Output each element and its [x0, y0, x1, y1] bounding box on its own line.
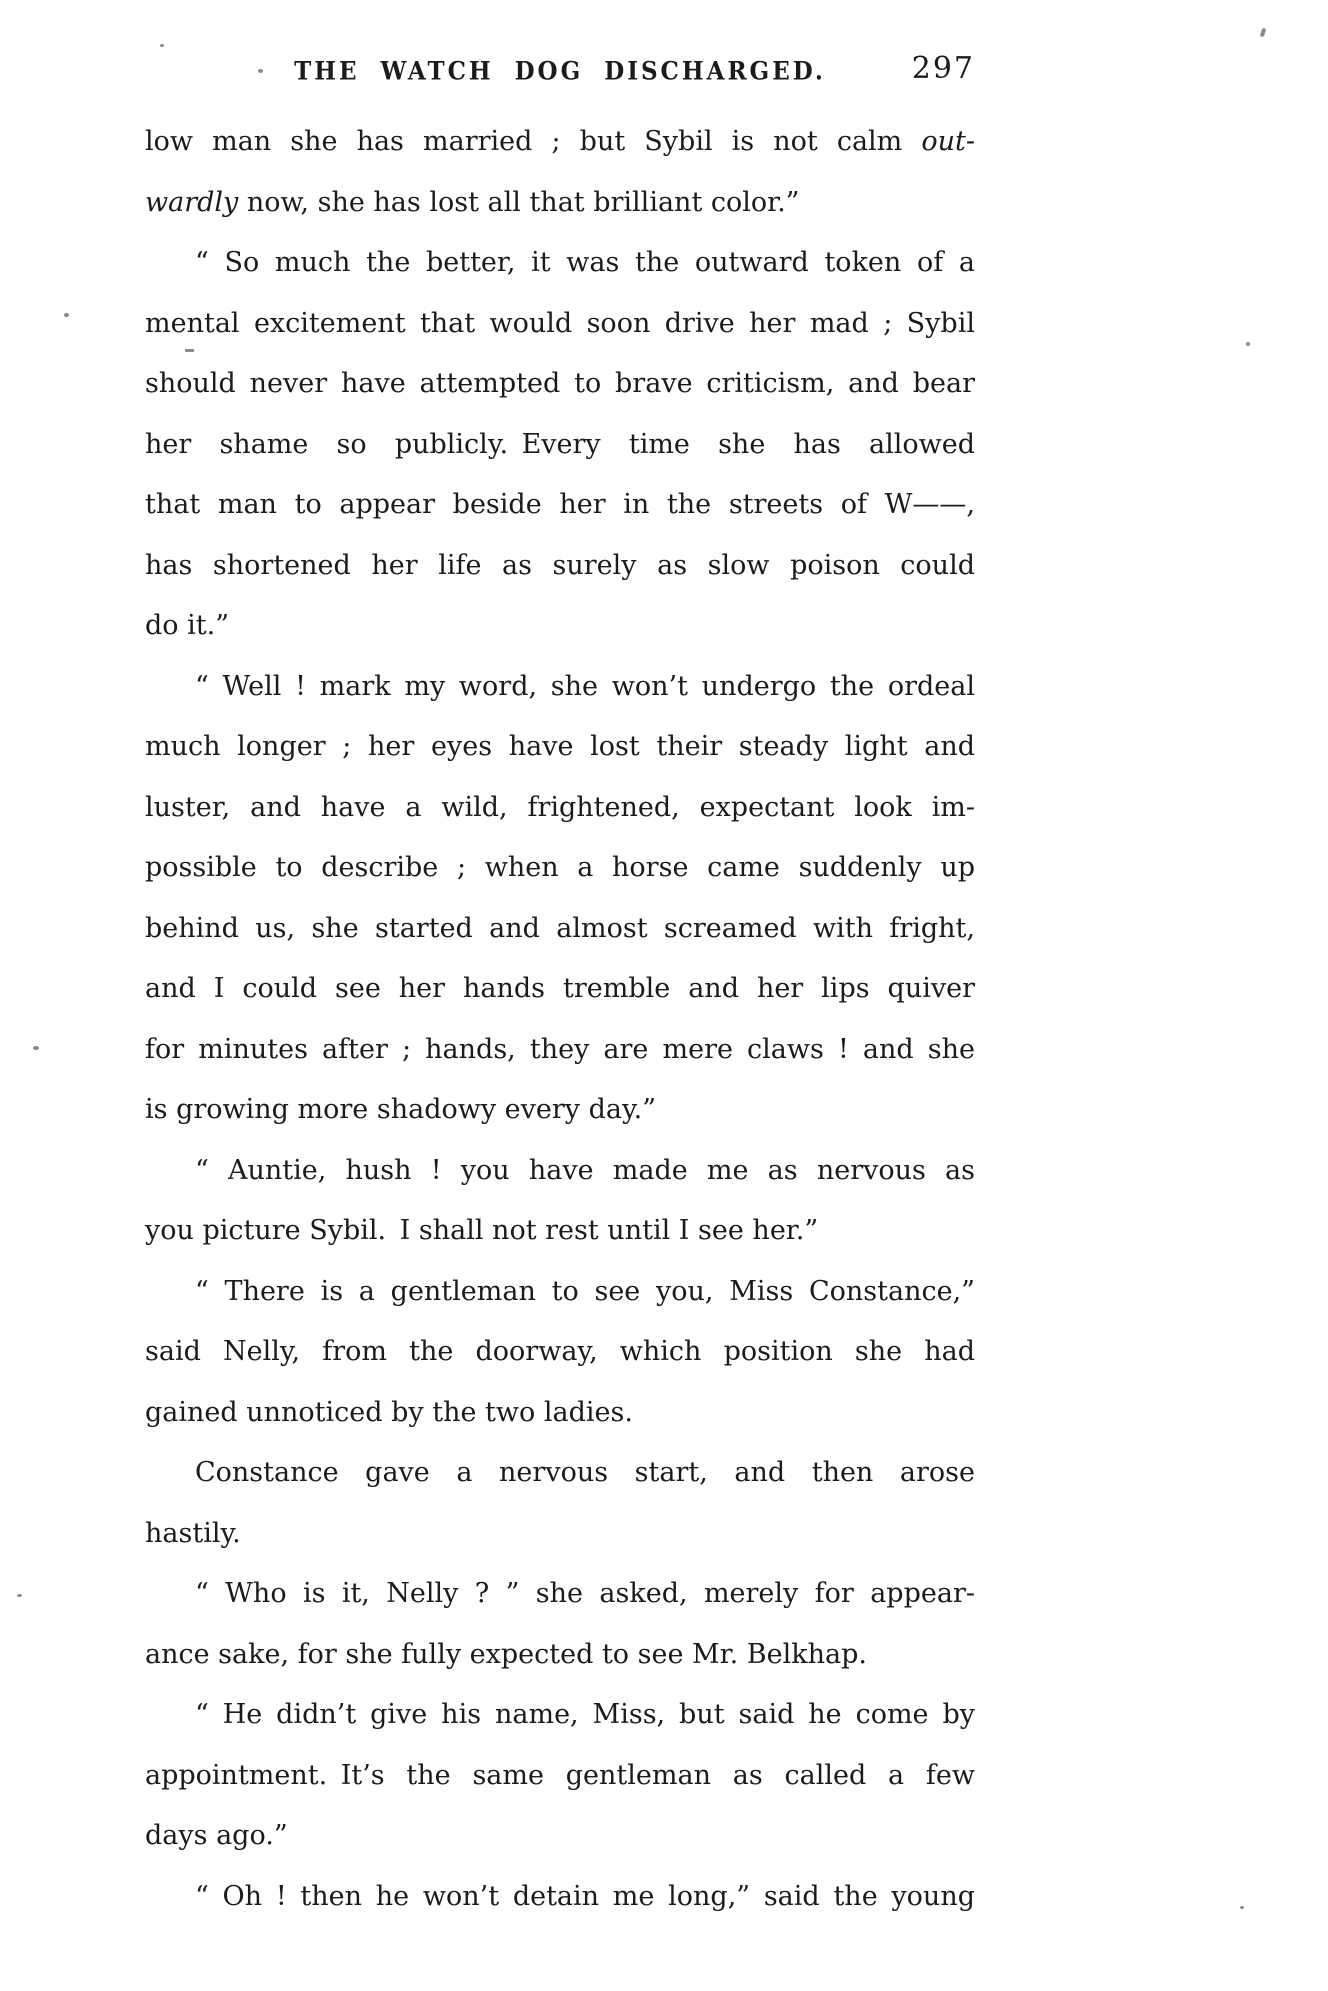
text-segment: her shame so publicly. Every time she has allowed: [145, 428, 975, 460]
text-segment: “ There is a gentleman to see you, Miss Constance,”: [195, 1275, 975, 1307]
text-segment: much longer ; her eyes have lost their steady light and: [145, 731, 975, 762]
text-segment: should never have attempted to brave criticism, and bear: [145, 368, 975, 399]
text-line: [145, 1443, 975, 1504]
scan-speck: [185, 349, 194, 352]
text-line: [145, 838, 975, 899]
text-line: [145, 1141, 975, 1202]
text-line: [145, 1564, 975, 1625]
text-segment: and I could see her hands tremble and her lips quiver: [145, 973, 975, 1004]
text-line: [145, 233, 975, 294]
running-title: THE WATCH DOG DISCHARGED.: [294, 56, 826, 87]
text-segment: appointment. It’s the same gentleman as called a few: [145, 1759, 975, 1791]
text-line: [145, 1080, 975, 1141]
text-line: [145, 1322, 975, 1383]
text-line: [145, 657, 975, 718]
text-line: [145, 596, 975, 657]
scan-speck: [64, 313, 69, 317]
scan-speck: [1260, 28, 1267, 38]
text-segment: hastily.: [145, 1517, 241, 1549]
text-line: [145, 959, 975, 1020]
text-segment: possible to describe ; when a horse came suddenly up: [145, 852, 975, 883]
text-segment: do it.”: [145, 610, 229, 641]
page-number: 297: [911, 51, 975, 86]
scan-speck: [1240, 1906, 1244, 1909]
text-segment: for minutes after ; hands, they are mere claws ! and she: [145, 1033, 975, 1065]
text-line: [145, 475, 975, 536]
italic-text-segment: wardly: [145, 186, 239, 218]
text-segment: said Nelly, from the doorway, which position she had: [145, 1336, 975, 1367]
text-segment: you picture Sybil. I shall not rest until I see her.”: [145, 1215, 819, 1246]
text-segment: now, she has lost all that brilliant color.”: [238, 186, 800, 218]
text-line: [145, 1806, 975, 1867]
text-line: [145, 536, 975, 597]
text-line: [145, 1746, 975, 1807]
text-body: [145, 112, 975, 1927]
text-segment: gained unnoticed by the two ladies.: [145, 1396, 633, 1428]
text-line: [145, 415, 975, 476]
text-segment: behind us, she started and almost screamed with fright,: [145, 912, 975, 944]
text-segment: “ So much the better, it was the outward token of a: [195, 247, 975, 278]
text-segment: days ago.”: [145, 1820, 288, 1851]
text-segment: “ Oh ! then he won’t detain me long,” said the young: [195, 1880, 975, 1912]
scan-speck: [160, 44, 164, 47]
text-line: [145, 173, 975, 234]
text-line: [145, 1383, 975, 1444]
scan-speck: [1246, 342, 1250, 346]
text-segment: low man she has married ; but Sybil is not calm: [145, 126, 922, 157]
text-segment: luster, and have a wild, frightened, expectant look im-: [145, 791, 975, 823]
scan-speck: [33, 1046, 39, 1050]
text-segment: “ He didn’t give his name, Miss, but said he come by: [195, 1699, 975, 1730]
text-line: [145, 354, 975, 415]
text-line: [145, 1625, 975, 1686]
italic-text-segment: out-: [921, 126, 975, 157]
text-line: [145, 1262, 975, 1323]
text-line: [145, 1201, 975, 1262]
text-segment: “ Auntie, hush ! you have made me as nervous as: [195, 1154, 975, 1186]
text-line: [145, 294, 975, 355]
scan-speck: [258, 69, 263, 73]
text-segment: has shortened her life as surely as slow poison could: [145, 549, 975, 581]
text-line: [145, 1504, 975, 1565]
text-segment: “ Who is it, Nelly ? ” she asked, merely for appear-: [195, 1578, 975, 1609]
text-segment: is growing more shadowy every day.”: [145, 1094, 657, 1125]
text-line: [145, 1867, 975, 1928]
text-line: [145, 717, 975, 778]
text-line: [145, 112, 975, 173]
text-line: [145, 1685, 975, 1746]
text-line: [145, 1020, 975, 1081]
text-segment: mental excitement that would soon drive her mad ; Sybil: [145, 307, 975, 339]
text-segment: Constance gave a nervous start, and then arose: [195, 1457, 975, 1488]
text-line: [145, 778, 975, 839]
scan-speck: [17, 1594, 22, 1597]
text-segment: “ Well ! mark my word, she won’t undergo the ordeal: [195, 670, 975, 702]
page-header: [145, 51, 975, 92]
text-line: [145, 899, 975, 960]
text-segment: that man to appear beside her in the streets of W——,: [145, 489, 975, 520]
text-segment: ance sake, for she fully expected to see Mr. Belkhap.: [145, 1638, 867, 1670]
